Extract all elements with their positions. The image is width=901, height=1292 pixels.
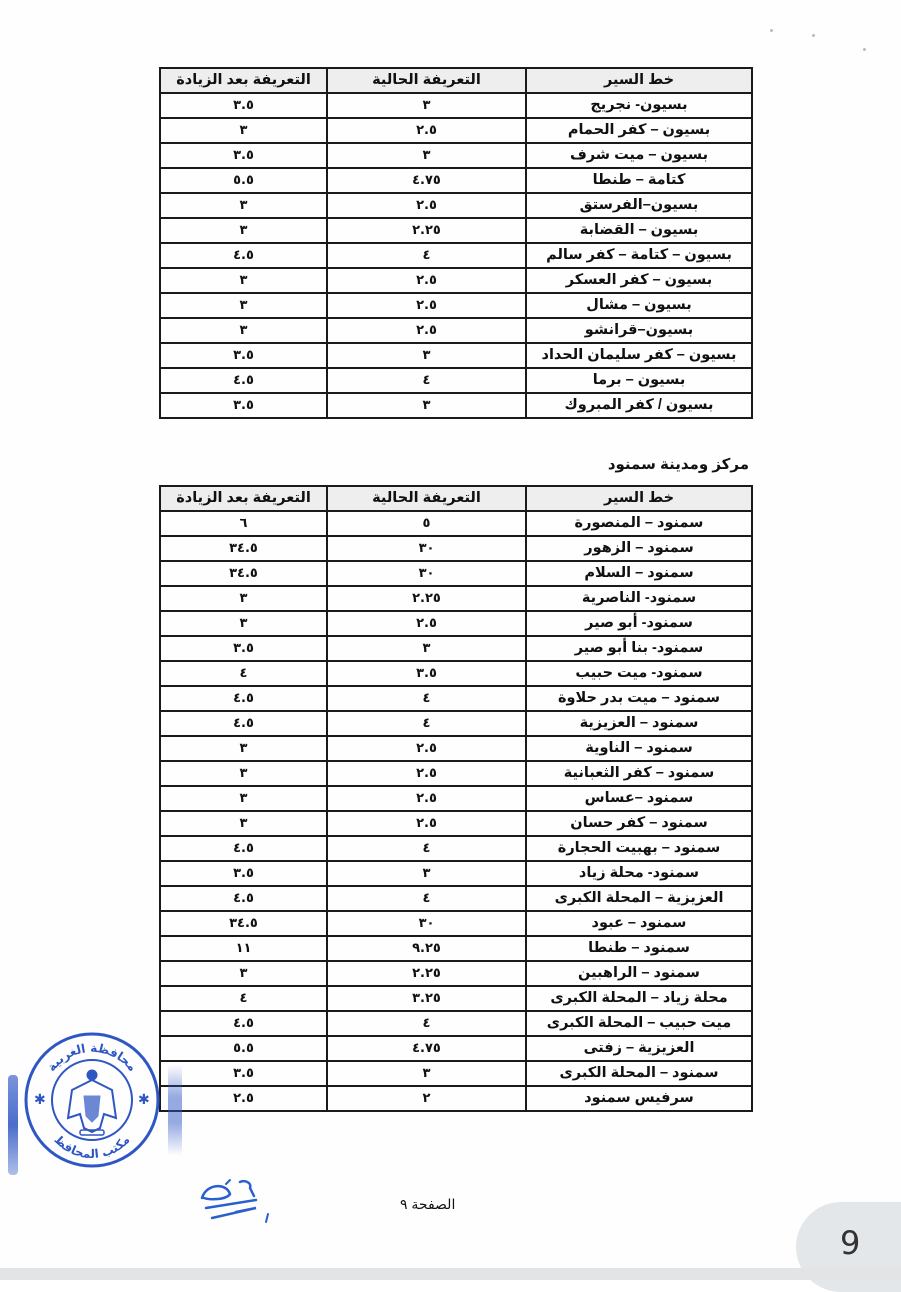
route-cell: سمنود – الناوية bbox=[526, 736, 752, 761]
route-cell: سمنود –عساس bbox=[526, 786, 752, 811]
header-new-fare: التعريفة بعد الزيادة bbox=[160, 68, 327, 93]
new-fare-cell: ٣.٥ bbox=[160, 1061, 327, 1086]
new-fare-cell: ٣ bbox=[160, 586, 327, 611]
table-row bbox=[160, 986, 752, 1011]
current-fare-cell: ٣ bbox=[327, 636, 526, 661]
route-cell: بسيون- نجريج bbox=[526, 93, 752, 118]
header-current-fare: التعريفة الحالية bbox=[327, 68, 526, 93]
table-row bbox=[160, 168, 752, 193]
new-fare-cell: ٣.٥ bbox=[160, 143, 327, 168]
current-fare-cell: ٣ bbox=[327, 343, 526, 368]
table-row bbox=[160, 218, 752, 243]
route-cell: سمنود – عبود bbox=[526, 911, 752, 936]
table-row bbox=[160, 886, 752, 911]
table-row bbox=[160, 93, 752, 118]
svg-text:مكتب المحافظ bbox=[52, 1132, 133, 1161]
current-fare-cell: ٤ bbox=[327, 686, 526, 711]
table-row bbox=[160, 761, 752, 786]
current-fare-cell: ٤ bbox=[327, 836, 526, 861]
new-fare-cell: ٣ bbox=[160, 218, 327, 243]
page-footer-label: الصفحة ٩ bbox=[400, 1196, 456, 1212]
route-cell: بسيون – برما bbox=[526, 368, 752, 393]
signature-icon bbox=[196, 1178, 276, 1226]
section-title: مركز ومدينة سمنود bbox=[607, 456, 749, 473]
current-fare-cell: ٣ bbox=[327, 143, 526, 168]
current-fare-cell: ٣ bbox=[327, 1061, 526, 1086]
route-cell: سمنود – الراهبين bbox=[526, 961, 752, 986]
current-fare-cell: ٢.٢٥ bbox=[327, 586, 526, 611]
stamp-ink-smudge bbox=[168, 1045, 182, 1175]
svg-text:محافظة الغربية bbox=[44, 1041, 139, 1074]
new-fare-cell: ٤ bbox=[160, 986, 327, 1011]
route-cell: سمنود – كفر الثعبانية bbox=[526, 761, 752, 786]
route-cell: بسيون – كفر سليمان الحداد bbox=[526, 343, 752, 368]
new-fare-cell: ٤ bbox=[160, 661, 327, 686]
new-fare-cell: ٤.٥ bbox=[160, 711, 327, 736]
route-cell: بسيون–قرانشو bbox=[526, 318, 752, 343]
route-cell: سمنود – السلام bbox=[526, 561, 752, 586]
table-row bbox=[160, 1061, 752, 1086]
route-cell: سمنود – المنصورة bbox=[526, 511, 752, 536]
new-fare-cell: ٣ bbox=[160, 786, 327, 811]
route-cell: سمنود- بنا أبو صير bbox=[526, 636, 752, 661]
table-row bbox=[160, 811, 752, 836]
svg-text:✱: ✱ bbox=[34, 1091, 46, 1107]
new-fare-cell: ١١ bbox=[160, 936, 327, 961]
current-fare-cell: ٢.٥ bbox=[327, 318, 526, 343]
new-fare-cell: ٣.٥ bbox=[160, 861, 327, 886]
route-cell: سمنود – كفر حسان bbox=[526, 811, 752, 836]
route-cell: بسيون – كفر العسكر bbox=[526, 268, 752, 293]
current-fare-cell: ٤ bbox=[327, 711, 526, 736]
stamp-bottom-text: مكتب المحافظ bbox=[51, 1132, 133, 1162]
new-fare-cell: ٥.٥ bbox=[160, 1036, 327, 1061]
table-row bbox=[160, 293, 752, 318]
table-row bbox=[160, 861, 752, 886]
current-fare-cell: ٣٠ bbox=[327, 561, 526, 586]
new-fare-cell: ٣ bbox=[160, 611, 327, 636]
new-fare-cell: ٣ bbox=[160, 961, 327, 986]
new-fare-cell: ٣.٥ bbox=[160, 636, 327, 661]
new-fare-cell: ٤.٥ bbox=[160, 368, 327, 393]
stamp-ink-smudge bbox=[8, 1075, 18, 1175]
new-fare-cell: ٣ bbox=[160, 761, 327, 786]
viewer-bottom-bar bbox=[0, 1268, 901, 1280]
route-cell: سرفيس سمنود bbox=[526, 1086, 752, 1111]
new-fare-cell: ٣ bbox=[160, 118, 327, 143]
table-header-row bbox=[160, 486, 752, 511]
current-fare-cell: ٤.٧٥ bbox=[327, 168, 526, 193]
table-row bbox=[160, 961, 752, 986]
route-cell: محلة زياد – المحلة الكبرى bbox=[526, 986, 752, 1011]
current-fare-cell: ٤ bbox=[327, 368, 526, 393]
new-fare-cell: ٣ bbox=[160, 318, 327, 343]
current-fare-cell: ٣٠ bbox=[327, 536, 526, 561]
new-fare-cell: ٣٤.٥ bbox=[160, 911, 327, 936]
table-row bbox=[160, 836, 752, 861]
current-fare-cell: ٣ bbox=[327, 93, 526, 118]
route-cell: سمنود – طنطا bbox=[526, 936, 752, 961]
header-current-fare: التعريفة الحالية bbox=[327, 486, 526, 511]
table-row bbox=[160, 561, 752, 586]
table-row bbox=[160, 143, 752, 168]
table-row bbox=[160, 536, 752, 561]
table-row bbox=[160, 193, 752, 218]
scan-speck bbox=[812, 34, 815, 37]
table-row bbox=[160, 343, 752, 368]
route-cell: بسيون – مشال bbox=[526, 293, 752, 318]
current-fare-cell: ٢.٥ bbox=[327, 811, 526, 836]
scan-speck bbox=[863, 48, 866, 51]
current-fare-cell: ٢.٥ bbox=[327, 786, 526, 811]
table-row bbox=[160, 118, 752, 143]
new-fare-cell: ٣ bbox=[160, 736, 327, 761]
route-cell: سمنود- الناصرية bbox=[526, 586, 752, 611]
current-fare-cell: ٤ bbox=[327, 1011, 526, 1036]
scan-speck bbox=[770, 29, 773, 32]
new-fare-cell: ٤.٥ bbox=[160, 836, 327, 861]
current-fare-cell: ٤.٧٥ bbox=[327, 1036, 526, 1061]
route-cell: بسيون – ميت شرف bbox=[526, 143, 752, 168]
table-row bbox=[160, 661, 752, 686]
table-header-row bbox=[160, 68, 752, 93]
table-row bbox=[160, 268, 752, 293]
route-cell: سمنود- محلة زياد bbox=[526, 861, 752, 886]
new-fare-cell: ٣٤.٥ bbox=[160, 561, 327, 586]
new-fare-cell: ٤.٥ bbox=[160, 886, 327, 911]
table-row bbox=[160, 911, 752, 936]
new-fare-cell: ٢.٥ bbox=[160, 1086, 327, 1111]
new-fare-cell: ٣.٥ bbox=[160, 93, 327, 118]
route-cell: العزيزية – المحلة الكبرى bbox=[526, 886, 752, 911]
current-fare-cell: ٢.٥ bbox=[327, 736, 526, 761]
route-cell: سمنود – ميت بدر حلاوة bbox=[526, 686, 752, 711]
table-row bbox=[160, 711, 752, 736]
new-fare-cell: ٣ bbox=[160, 293, 327, 318]
table-row bbox=[160, 318, 752, 343]
new-fare-cell: ٤.٥ bbox=[160, 686, 327, 711]
fare-table-basyoun bbox=[159, 67, 753, 419]
new-fare-cell: ٣ bbox=[160, 193, 327, 218]
route-cell: بسيون – القضابة bbox=[526, 218, 752, 243]
current-fare-cell: ٣.٥ bbox=[327, 661, 526, 686]
fare-table-samanoud bbox=[159, 485, 753, 1112]
new-fare-cell: ٤.٥ bbox=[160, 1011, 327, 1036]
stamp-top-text: محافظة الغربية bbox=[44, 1040, 140, 1074]
new-fare-cell: ٤.٥ bbox=[160, 243, 327, 268]
route-cell: كتامة – طنطا bbox=[526, 168, 752, 193]
official-stamp-icon bbox=[22, 1030, 162, 1170]
current-fare-cell: ٢.٥ bbox=[327, 611, 526, 636]
table-row bbox=[160, 611, 752, 636]
route-cell: سمنود- أبو صير bbox=[526, 611, 752, 636]
new-fare-cell: ٣.٥ bbox=[160, 343, 327, 368]
page-number: 9 bbox=[840, 1224, 861, 1262]
current-fare-cell: ٥ bbox=[327, 511, 526, 536]
table-row bbox=[160, 511, 752, 536]
table-row bbox=[160, 586, 752, 611]
current-fare-cell: ٢.٢٥ bbox=[327, 961, 526, 986]
header-new-fare: التعريفة بعد الزيادة bbox=[160, 486, 327, 511]
current-fare-cell: ٣ bbox=[327, 393, 526, 418]
route-cell: بسيون – كفر الحمام bbox=[526, 118, 752, 143]
new-fare-cell: ٣.٥ bbox=[160, 393, 327, 418]
route-cell: سمنود – المحلة الكبرى bbox=[526, 1061, 752, 1086]
new-fare-cell: ٣٤.٥ bbox=[160, 536, 327, 561]
header-route: خط السير bbox=[526, 486, 752, 511]
header-route: خط السير bbox=[526, 68, 752, 93]
new-fare-cell: ٣ bbox=[160, 268, 327, 293]
new-fare-cell: ٦ bbox=[160, 511, 327, 536]
table-row bbox=[160, 686, 752, 711]
current-fare-cell: ٢.٥ bbox=[327, 293, 526, 318]
route-cell: سمنود- ميت حبيب bbox=[526, 661, 752, 686]
current-fare-cell: ٢.٥ bbox=[327, 118, 526, 143]
route-cell: بسيون / كفر المبروك bbox=[526, 393, 752, 418]
new-fare-cell: ٣ bbox=[160, 811, 327, 836]
current-fare-cell: ٩.٢٥ bbox=[327, 936, 526, 961]
table-row bbox=[160, 393, 752, 418]
current-fare-cell: ٤ bbox=[327, 243, 526, 268]
table-row bbox=[160, 1086, 752, 1111]
route-cell: سمنود – بهبيت الحجارة bbox=[526, 836, 752, 861]
table-row bbox=[160, 1011, 752, 1036]
table-row bbox=[160, 243, 752, 268]
table-row bbox=[160, 368, 752, 393]
current-fare-cell: ٢ bbox=[327, 1086, 526, 1111]
table-row bbox=[160, 786, 752, 811]
current-fare-cell: ٣٠ bbox=[327, 911, 526, 936]
route-cell: بسيون – كتامة – كفر سالم bbox=[526, 243, 752, 268]
current-fare-cell: ٢.٥ bbox=[327, 193, 526, 218]
route-cell: ميت حبيب – المحلة الكبرى bbox=[526, 1011, 752, 1036]
route-cell: بسيون–الفرستق bbox=[526, 193, 752, 218]
current-fare-cell: ٢.٢٥ bbox=[327, 218, 526, 243]
table-row bbox=[160, 736, 752, 761]
table-row bbox=[160, 636, 752, 661]
current-fare-cell: ٢.٥ bbox=[327, 761, 526, 786]
table-row bbox=[160, 936, 752, 961]
route-cell: سمنود – العزيزية bbox=[526, 711, 752, 736]
table-row bbox=[160, 1036, 752, 1061]
new-fare-cell: ٥.٥ bbox=[160, 168, 327, 193]
route-cell: سمنود – الزهور bbox=[526, 536, 752, 561]
current-fare-cell: ٢.٥ bbox=[327, 268, 526, 293]
svg-text:✱: ✱ bbox=[138, 1091, 150, 1107]
current-fare-cell: ٣.٢٥ bbox=[327, 986, 526, 1011]
route-cell: العزيزية – زفتى bbox=[526, 1036, 752, 1061]
current-fare-cell: ٣ bbox=[327, 861, 526, 886]
current-fare-cell: ٤ bbox=[327, 886, 526, 911]
